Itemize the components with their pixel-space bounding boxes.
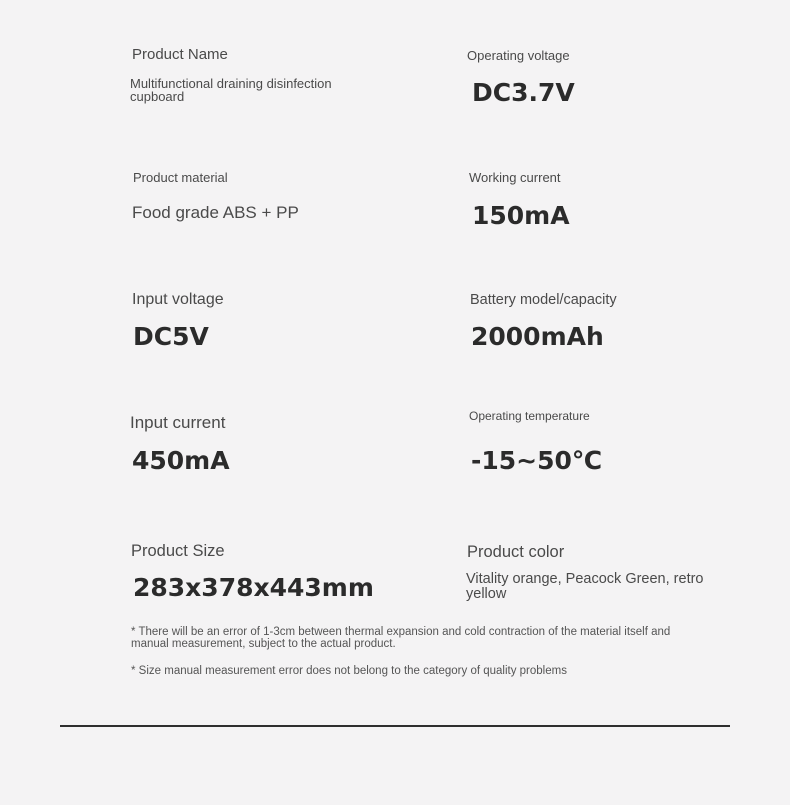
- note-thermal-error: * There will be an error of 1-3cm between thermal expansion and cold contraction of the material itself and manual measurement, subject to the actual product.: [131, 626, 671, 650]
- operating-temperature-label: Operating temperature: [469, 409, 590, 423]
- battery-label: Battery model/capacity: [470, 292, 617, 308]
- input-voltage-value: DC5V: [133, 322, 209, 351]
- input-voltage-label: Input voltage: [132, 291, 224, 308]
- product-material-label: Product material: [133, 170, 228, 185]
- operating-voltage-value: DC3.7V: [472, 78, 575, 107]
- input-current-value: 450mA: [132, 446, 230, 475]
- battery-value: 2000mAh: [471, 322, 604, 351]
- product-size-value: 283x378x443mm: [133, 573, 374, 602]
- input-current-label: Input current: [130, 413, 226, 432]
- operating-voltage-label: Operating voltage: [467, 48, 570, 63]
- divider-line: [60, 725, 730, 727]
- product-name-label: Product Name: [132, 46, 228, 63]
- product-material-value: Food grade ABS + PP: [132, 203, 299, 222]
- working-current-value: 150mA: [472, 201, 570, 230]
- product-color-value: Vitality orange, Peacock Green, retro yellow: [466, 571, 704, 602]
- working-current-label: Working current: [469, 170, 561, 185]
- product-name-value: Multifunctional draining disinfection cupboard: [130, 76, 332, 104]
- product-color-label: Product color: [467, 543, 565, 561]
- operating-temperature-value: -15~50℃: [471, 446, 603, 475]
- product-size-label: Product Size: [131, 542, 225, 560]
- note-measurement-error: * Size manual measurement error does not belong to the category of quality problems: [131, 665, 567, 677]
